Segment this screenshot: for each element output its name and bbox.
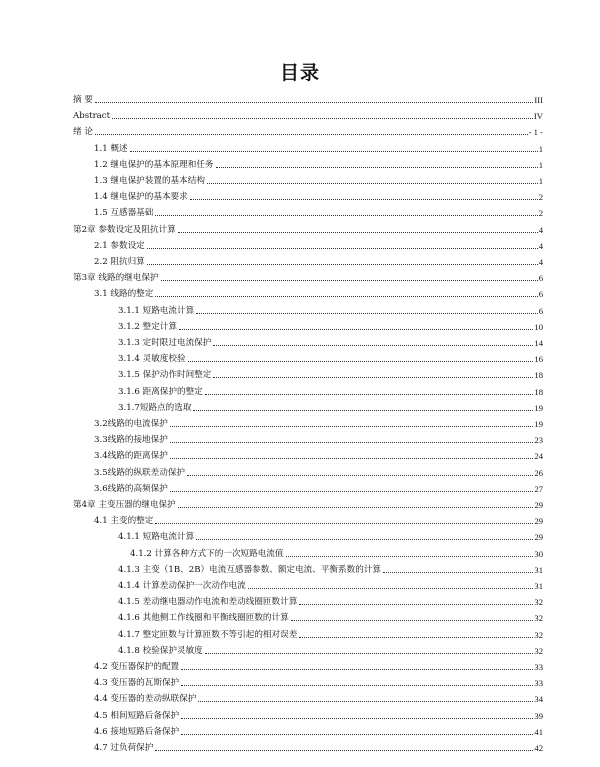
toc-leader-dots <box>130 151 538 152</box>
toc-entry[interactable] <box>0 673 600 689</box>
toc-leader-dots <box>155 296 537 297</box>
toc-entry-label: 4.1.8 校验保护灵敏度 <box>118 645 203 656</box>
toc-entry[interactable] <box>0 382 600 398</box>
toc-leader-dots <box>196 313 538 314</box>
toc-entry-page: 26 <box>534 467 543 478</box>
toc-entry[interactable] <box>0 333 600 349</box>
toc-entry-page: 24 <box>534 451 543 462</box>
toc-entry-label: 4.1.3 主变（1B、2B）电流互感器参数、额定电流、平衡系数的计算 <box>118 564 382 575</box>
toc-entry-page: 32 <box>534 645 543 656</box>
toc-entry[interactable] <box>0 463 600 479</box>
toc-entry[interactable] <box>0 706 600 722</box>
toc-entry-label: 3.2线路的电流保护 <box>94 419 168 429</box>
toc-entry-label: 3.1.2 整定计算 <box>118 321 177 332</box>
toc-entry-label: 1.2 继电保护的基本原理和任务 <box>94 159 214 170</box>
toc-entry-label: 3.1.7短路点的选取 <box>118 402 192 413</box>
toc-entry-label: 1.1 概述 <box>94 143 128 154</box>
toc-entry[interactable] <box>0 122 600 138</box>
toc-entry[interactable] <box>0 657 600 673</box>
toc-entry[interactable] <box>0 722 600 738</box>
toc-entry[interactable] <box>0 171 600 187</box>
toc-title: 目录 <box>279 62 320 84</box>
toc-entry-page: 18 <box>534 386 543 397</box>
toc-entry-label: 绪 论 <box>73 127 93 138</box>
toc-entry-label: 4.1.2 计算各种方式下的一次短路电流值 <box>130 548 284 559</box>
toc-leader-dots <box>147 264 538 265</box>
toc-entry-label: 4.1.5 差动继电器动作电流和差动线圈匝数计算 <box>118 597 298 608</box>
toc-leader-dots <box>291 620 534 621</box>
toc-entry-page: 32 <box>534 629 543 640</box>
toc-leader-dots <box>286 556 534 557</box>
toc-entry-page: IV <box>533 111 543 122</box>
toc-entry[interactable] <box>0 479 600 495</box>
toc-entry-page: 27 <box>534 483 543 494</box>
toc-entry-page: 31 <box>534 564 543 575</box>
toc-leader-dots <box>95 134 528 135</box>
toc-entry-label: 4.2 变压器保护的配置 <box>94 662 180 672</box>
toc-leader-dots <box>383 572 533 573</box>
toc-entry-page: 10 <box>534 321 543 332</box>
toc-entry-label: 4.4 变压器的差动纵联保护 <box>94 694 197 705</box>
toc-entry-page: 6 <box>538 305 543 316</box>
toc-leader-dots <box>299 604 533 605</box>
toc-entry[interactable] <box>0 268 600 284</box>
toc-entry[interactable] <box>0 317 600 333</box>
toc-leader-dots <box>170 491 534 492</box>
toc-entry-label: 第4章 主变压器的继电保护 <box>73 500 176 510</box>
toc-entry-page: 31 <box>534 581 543 591</box>
toc-leader-dots <box>181 669 533 670</box>
toc-leader-dots <box>188 361 534 362</box>
toc-entry[interactable] <box>0 252 600 268</box>
toc-entry-label: 4.6 接地短路后备保护 <box>94 726 180 737</box>
toc-entry-page: 1 <box>538 176 543 186</box>
toc-entry-page: 32 <box>534 613 543 624</box>
toc-entry-page: 32 <box>534 597 543 608</box>
toc-entry[interactable] <box>0 365 600 381</box>
toc-entry-label: 3.6线路的高频保护 <box>94 483 168 494</box>
toc-entry-label: 3.1 线路的整定 <box>94 289 154 300</box>
toc-entry-page: 6 <box>538 289 543 300</box>
toc-entry-page: 4 <box>538 257 543 267</box>
toc-entry[interactable] <box>0 608 600 624</box>
toc-leader-dots <box>179 329 533 330</box>
toc-entry-page: 1 <box>538 159 543 170</box>
toc-entry-page: 41 <box>534 726 543 737</box>
toc-entry-label: 1.3 继电保护装置的基本结构 <box>94 176 205 186</box>
toc-entry-page: 1 <box>538 143 543 154</box>
toc-leader-dots <box>147 248 538 249</box>
toc-entry-label: Abstract <box>73 111 111 122</box>
toc-entry[interactable] <box>0 220 600 236</box>
toc-entry-label: 4.1 主变的整定 <box>94 516 154 527</box>
toc-leader-dots <box>213 345 533 346</box>
toc-entry-label: 4.5 相间短路后备保护 <box>94 710 180 721</box>
toc-entry[interactable] <box>0 301 600 317</box>
toc-leader-dots <box>181 685 533 686</box>
toc-leader-dots <box>205 394 534 395</box>
toc-entry-label: 4.3 变压器的瓦斯保护 <box>94 678 180 689</box>
toc-entry-label: 2.1 参数设定 <box>94 240 145 251</box>
toc-entry-page: 19 <box>534 419 543 429</box>
toc-entry-page: 29 <box>534 500 543 510</box>
toc-leader-dots <box>190 199 538 200</box>
toc-entry[interactable] <box>0 430 600 446</box>
toc-entry[interactable] <box>0 414 600 430</box>
toc-entry[interactable] <box>0 527 600 543</box>
toc-entry-page: 19 <box>534 402 543 413</box>
toc-entry-label: 4.1.6 其他侧工作线圈和平衡线圈匝数的计算 <box>118 613 289 624</box>
toc-entry[interactable] <box>0 155 600 171</box>
toc-entry-page: 2 <box>538 192 543 203</box>
toc-leader-dots <box>170 458 534 459</box>
toc-entry-label: 第3章 线路的继电保护 <box>73 273 159 284</box>
toc-leader-dots <box>161 280 538 281</box>
toc-entry-label: 3.1.5 保护动作时间整定 <box>118 370 212 381</box>
toc-entry[interactable] <box>0 689 600 705</box>
toc-entry-page: 18 <box>534 370 543 381</box>
toc-leader-dots <box>187 475 533 476</box>
toc-entry-label: 3.5线路的纵联差动保护 <box>94 467 186 478</box>
toc-leader-dots <box>181 734 533 735</box>
toc-entry[interactable] <box>0 511 600 527</box>
toc-entry-label: 3.1.6 距离保护的整定 <box>118 386 203 397</box>
toc-leader-dots <box>196 539 533 540</box>
toc-leader-dots <box>248 588 534 589</box>
toc-entry-page: 23 <box>534 435 543 446</box>
toc-entry[interactable] <box>0 236 600 252</box>
toc-entry-page: III <box>534 95 543 105</box>
toc-entry[interactable] <box>0 349 600 365</box>
toc-entry-page: 33 <box>534 662 543 672</box>
toc-entry-page: 39 <box>534 710 543 721</box>
toc-entry-page: 4 <box>538 224 543 235</box>
toc-leader-dots <box>95 102 533 103</box>
toc-entry[interactable] <box>0 284 600 300</box>
toc-entry-label: 4.1.4 计算差动保护一次动作电流 <box>118 581 246 591</box>
toc-leader-dots <box>205 653 534 654</box>
toc-entry[interactable] <box>0 576 600 592</box>
toc-entry-page: 29 <box>534 532 543 543</box>
toc-entry-label: 3.3线路的接地保护 <box>94 435 168 446</box>
toc-leader-dots <box>170 442 534 443</box>
toc-entry-label: 3.1.3 定时限过电流保护 <box>118 338 212 348</box>
toc-leader-dots <box>178 507 534 508</box>
toc-entry-label: 4.1.7 整定匝数与计算匝数不等引起的相对误差 <box>118 629 298 640</box>
toc-leader-dots <box>207 183 538 184</box>
toc-leader-dots <box>181 718 533 719</box>
toc-entry-page: 2 <box>538 208 543 219</box>
toc-entry[interactable] <box>0 398 600 414</box>
toc-entry[interactable] <box>0 203 600 219</box>
toc-entry[interactable] <box>0 592 600 608</box>
toc-entry-label: 第2章 参数设定及阻抗计算 <box>73 224 176 235</box>
toc-entry-label: 3.4线路的距离保护 <box>94 451 168 462</box>
toc-leader-dots <box>198 701 533 702</box>
toc-leader-dots <box>178 232 538 233</box>
toc-entry[interactable] <box>0 625 600 641</box>
toc-entry[interactable] <box>0 641 600 657</box>
toc-entry-page: 30 <box>534 548 543 559</box>
toc-leader-dots <box>155 523 533 524</box>
toc-leader-dots <box>213 377 533 378</box>
toc-entry-label: 2.2 阻抗归算 <box>94 257 145 267</box>
toc-entry-label: 4.7 过负荷保护 <box>94 743 154 753</box>
toc-entry-page: - 1 - <box>528 127 543 138</box>
toc-entry-label: 1.4 继电保护的基本要求 <box>94 192 188 203</box>
toc-entry-page: 34 <box>534 694 543 705</box>
toc-leader-dots <box>155 750 533 751</box>
toc-entry[interactable] <box>0 544 600 560</box>
toc-entry-label: 3.1.1 短路电流计算 <box>118 305 195 316</box>
toc-leader-dots <box>299 637 533 638</box>
toc-entry[interactable] <box>0 495 600 511</box>
toc-leader-dots <box>170 426 534 427</box>
toc-entry-page: 42 <box>534 743 543 753</box>
toc-entry-page: 16 <box>534 354 543 365</box>
toc-leader-dots <box>155 215 537 216</box>
toc-entry-page: 6 <box>538 273 543 284</box>
toc-entry-page: 14 <box>534 338 543 348</box>
toc-entry[interactable] <box>0 90 600 106</box>
toc-entry-label: 1.5 互感器基础 <box>94 208 154 219</box>
toc-entry-label: 3.1.4 灵敏度校验 <box>118 354 186 365</box>
toc-entry-page: 4 <box>538 240 543 251</box>
toc-entry-label: 4.1.1 短路电流计算 <box>118 532 195 543</box>
toc-entry-page: 29 <box>534 516 543 527</box>
toc-leader-dots <box>193 410 533 411</box>
toc-entry-page: 33 <box>534 678 543 689</box>
toc-entry-label: 摘 要 <box>73 95 93 105</box>
toc-entry[interactable] <box>0 187 600 203</box>
toc-entry[interactable] <box>0 560 600 576</box>
toc-entry[interactable] <box>0 106 600 122</box>
toc-leader-dots <box>216 167 538 168</box>
toc-entry[interactable] <box>0 139 600 155</box>
toc-entry[interactable] <box>0 446 600 462</box>
toc-leader-dots <box>112 118 533 119</box>
toc-entry[interactable] <box>0 738 600 754</box>
